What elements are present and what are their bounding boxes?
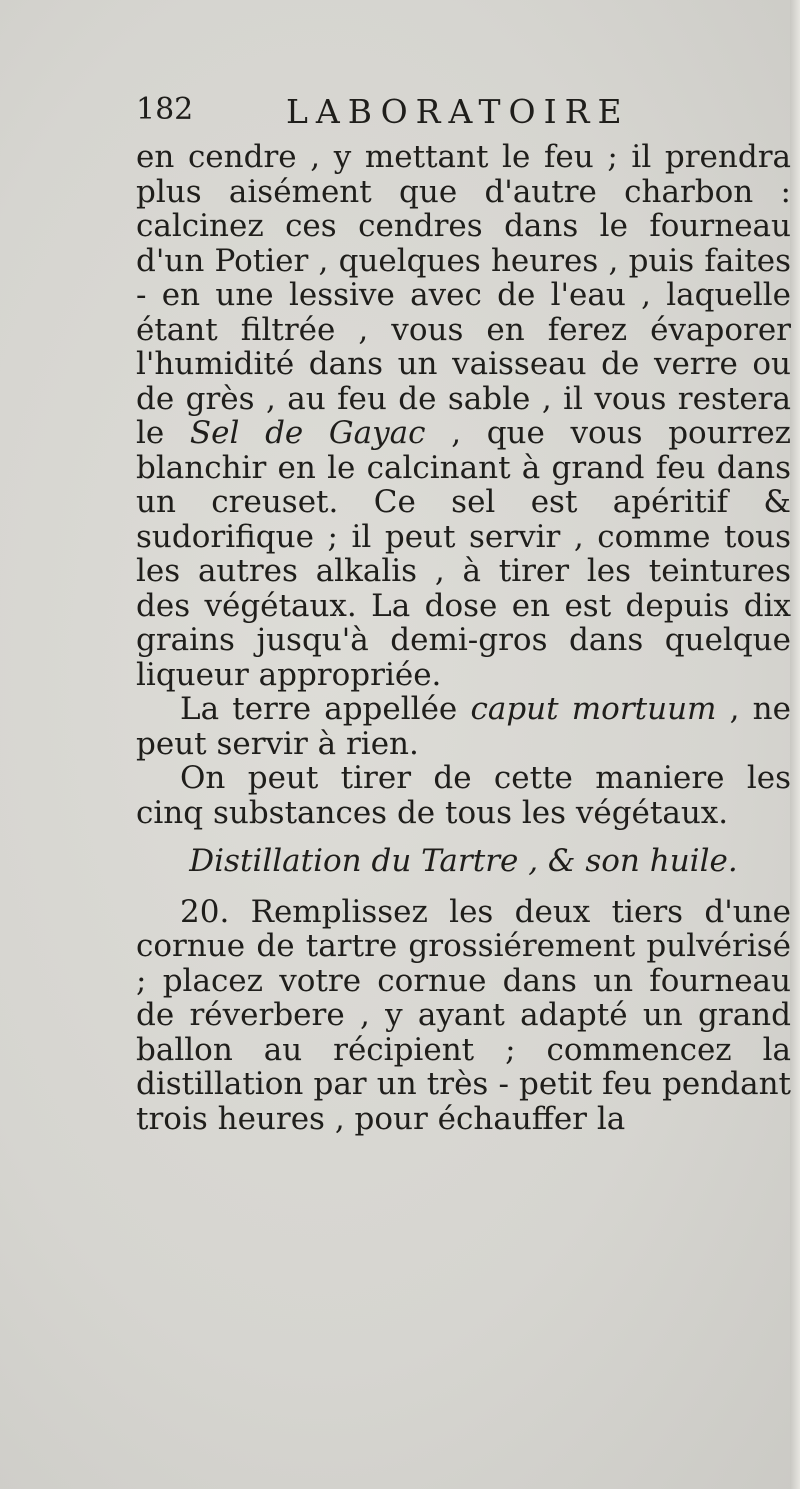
page-edge	[790, 0, 800, 1489]
section-subheading: Distillation du Tartre , & son huile.	[189, 843, 738, 879]
page-header	[136, 92, 736, 140]
paragraph-1-text-a: en cendre , y mettant le feu ; il prendra plus aisément que d'autre charbon : calcinez ces cendres dans le fourneau d'un Potier , quelques heures , puis faites - en une lessive avec de l'eau , laquelle étant filtrée , vous en ferez évaporer l'humidité dans un vaisseau de verre ou de grès , au feu de sable , il vous restera le	[136, 139, 791, 451]
body-text	[136, 140, 791, 1136]
page-number: 182	[136, 92, 194, 127]
paragraph-1-italic: Sel de Gayac	[189, 415, 426, 451]
running-title: LABORATOIRE	[286, 92, 630, 131]
paragraph-4: 20. Remplissez les deux tiers d'une cornue de tartre grossiérement pulvérisé ; placez votre cornue dans un fourneau de réverbere , y ayant adapté un grand ballon au récipient ; commencez la distillation par un très - petit feu pendant trois heures , pour échauffer la	[136, 893, 791, 1137]
paragraph-1-text-b: , que vous pourrez blanchir en le calcinant à grand feu dans un creuset. Ce sel est apéritif & sudorifique ; il peut servir , comme tous les autres alkalis , à tirer les teintures des végétaux. La dose en est depuis dix grains jusqu'à demi-gros dans quelque liqueur appropriée.	[136, 415, 791, 693]
paragraph-3: On peut tirer de cette maniere les cinq substances de tous les végétaux.	[136, 760, 791, 831]
paragraph-2-italic: caput mortuum	[470, 691, 717, 727]
paragraph-1	[136, 140, 791, 692]
paragraph-2	[136, 692, 791, 761]
paragraph-2-text-a: La terre appellée	[180, 691, 458, 727]
paragraph-2-text-b: , ne peut servir à rien.	[136, 691, 791, 762]
